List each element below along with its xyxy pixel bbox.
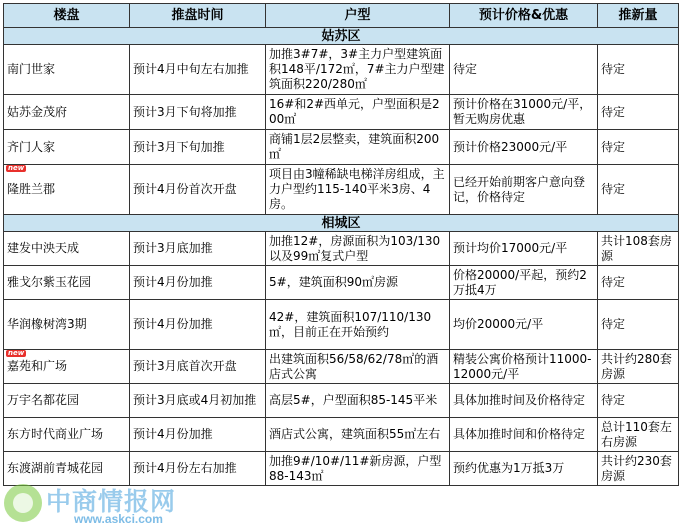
price-cell	[450, 350, 598, 384]
supply-cell-text: 待定	[601, 393, 626, 407]
supply-cell	[598, 452, 679, 486]
unit-type-cell-text: 加推12#，房源面积为103/130以及99㎡复式户型	[269, 233, 441, 263]
price-cell-text: 精装公寓价格预计11000-12000元/平	[453, 351, 592, 381]
project-name-cell	[4, 350, 130, 384]
unit-type-cell	[266, 130, 450, 165]
price-cell	[450, 300, 598, 350]
unit-type-cell-text: 商铺1层2层整卖，建筑面积200㎡	[269, 132, 440, 161]
launch-time-cell	[130, 266, 266, 300]
launch-time-cell-text: 预计4月份首次开盘	[133, 182, 237, 196]
unit-type-cell	[266, 232, 450, 266]
launch-time-cell	[130, 350, 266, 384]
launch-time-cell	[130, 165, 266, 215]
project-name-cell-text: 东渡湖前青城花园	[7, 461, 104, 475]
supply-cell	[598, 45, 679, 95]
housing-table	[3, 3, 679, 486]
price-cell	[450, 95, 598, 130]
project-name-cell	[4, 45, 130, 95]
header-row	[4, 4, 679, 28]
price-cell-text: 已经开始前期客户意向登记，价格待定	[453, 174, 586, 204]
launch-time-cell-text: 预计3月底或4月初加推	[133, 393, 257, 407]
price-cell-text: 预计均价17000元/平	[453, 241, 568, 255]
unit-type-cell	[266, 95, 450, 130]
unit-type-cell	[266, 45, 450, 95]
table-row	[4, 452, 679, 486]
table-row	[4, 266, 679, 300]
project-name-cell-text: 东方时代商业广场	[7, 427, 104, 441]
project-name-cell	[4, 300, 130, 350]
launch-time-cell-text: 预计4月份加推	[133, 427, 213, 441]
askci-logo-icon	[4, 484, 42, 522]
unit-type-cell	[266, 418, 450, 452]
supply-cell-text: 待定	[601, 104, 626, 119]
launch-time-cell	[130, 130, 266, 165]
unit-type-cell	[266, 266, 450, 300]
price-cell-text: 具体加推时间及价格待定	[453, 393, 586, 407]
section-row	[4, 215, 679, 232]
section-title: 相城区	[4, 215, 679, 232]
price-cell-text: 均价20000元/平	[453, 317, 544, 331]
unit-type-cell	[266, 165, 450, 215]
supply-cell-text: 待定	[601, 182, 626, 196]
launch-time-cell	[130, 95, 266, 130]
unit-type-cell-text: 加推3#7#，3#主力户型建筑面积148平/172㎡，7#主力户型建筑面积220/280㎡	[269, 47, 445, 91]
launch-time-cell	[130, 452, 266, 486]
project-name-cell	[4, 266, 130, 300]
unit-type-cell	[266, 384, 450, 418]
header-launch-time: 推盘时间	[130, 4, 266, 28]
table-row	[4, 45, 679, 95]
price-cell	[450, 130, 598, 165]
new-badge: new	[8, 164, 25, 172]
supply-cell-text: 待定	[601, 275, 626, 289]
project-name-cell	[4, 232, 130, 266]
housing-table-container	[3, 3, 679, 486]
project-name-cell	[4, 418, 130, 452]
launch-time-cell	[130, 232, 266, 266]
supply-cell-text: 待定	[601, 139, 626, 154]
launch-time-cell-text: 预计4月份加推	[133, 317, 213, 331]
table-row	[4, 350, 679, 384]
unit-type-cell-text: 酒店式公寓，建筑面积55㎡左右	[269, 427, 441, 441]
price-cell	[450, 165, 598, 215]
unit-type-cell-text: 42#，建筑面积107/110/130㎡，目前正在开始预约	[269, 309, 432, 339]
unit-type-cell-text: 5#，建筑面积90㎡房源	[269, 275, 398, 289]
launch-time-cell	[130, 45, 266, 95]
project-name-cell-text: 万宇名都花园	[7, 393, 80, 407]
project-name-cell	[4, 384, 130, 418]
launch-time-cell-text: 预计4月中旬左右加推	[133, 62, 249, 76]
supply-cell-text: 待定	[601, 62, 626, 76]
supply-cell	[598, 418, 679, 452]
project-name-cell	[4, 165, 130, 215]
project-name-cell	[4, 95, 130, 130]
table-row	[4, 232, 679, 266]
project-name-cell-text: 建发中泱天成	[7, 241, 80, 255]
price-cell-text: 具体加推时间和价格待定	[453, 427, 586, 441]
table-row	[4, 418, 679, 452]
launch-time-cell-text: 预计3月下旬加推	[133, 139, 225, 154]
table-row	[4, 130, 679, 165]
table-body	[4, 28, 679, 486]
unit-type-cell-text: 16#和2#西单元，户型面积是200㎡	[269, 97, 440, 126]
launch-time-cell-text: 预计3月底加推	[133, 241, 213, 255]
unit-type-cell-text: 项目由3幢稀缺电梯洋房组成，主力户型约115-140平米3房、4房。	[269, 167, 445, 211]
project-name-cell-text: 南门世家	[7, 62, 56, 76]
price-cell-text: 预约优惠为1万抵3万	[453, 461, 565, 475]
supply-cell	[598, 130, 679, 165]
section-title: 姑苏区	[4, 28, 679, 45]
launch-time-cell-text: 预计3月下旬将加推	[133, 104, 237, 119]
table-row	[4, 165, 679, 215]
supply-cell	[598, 300, 679, 350]
price-cell	[450, 384, 598, 418]
new-badge: new	[8, 349, 25, 357]
price-cell-text: 预计价格在31000元/平，暂无购房优惠	[453, 97, 592, 126]
supply-cell	[598, 165, 679, 215]
project-name-cell-text: 雅戈尔紫玉花园	[7, 275, 92, 289]
header-project: 楼盘	[4, 4, 130, 28]
unit-type-cell	[266, 350, 450, 384]
header-price-discount: 预计价格&优惠	[450, 4, 598, 28]
price-cell	[450, 266, 598, 300]
price-cell-text: 价格20000/平起，预约2万抵4万	[453, 267, 587, 297]
unit-type-cell	[266, 452, 450, 486]
launch-time-cell-text: 预计3月底首次开盘	[133, 359, 237, 373]
launch-time-cell	[130, 384, 266, 418]
price-cell-text: 预计价格23000元/平	[453, 139, 568, 154]
supply-cell-text: 共计约230套房源	[601, 453, 672, 483]
unit-type-cell-text: 出建筑面积56/58/62/78㎡的酒店式公寓	[269, 351, 439, 381]
supply-cell-text: 共计108套房源	[601, 233, 672, 263]
watermark-url: www.askci.com	[74, 512, 163, 526]
watermark-name: 中商情报网	[46, 488, 177, 516]
unit-type-cell	[266, 300, 450, 350]
launch-time-cell	[130, 418, 266, 452]
project-name-cell	[4, 452, 130, 486]
table-row	[4, 95, 679, 130]
header-unit-type: 户型	[266, 4, 450, 28]
supply-cell	[598, 232, 679, 266]
launch-time-cell	[130, 300, 266, 350]
table-row	[4, 384, 679, 418]
project-name-cell-text: 嘉苑和广场	[7, 359, 68, 373]
project-name-cell-text: 隆胜兰郡	[7, 182, 56, 196]
project-name-cell-text: 华润橡树湾3期	[7, 317, 87, 331]
price-cell	[450, 45, 598, 95]
section-row	[4, 28, 679, 45]
price-cell-text: 待定	[453, 62, 478, 76]
supply-cell	[598, 350, 679, 384]
supply-cell	[598, 266, 679, 300]
project-name-cell	[4, 130, 130, 165]
project-name-cell-text: 齐门人家	[7, 139, 56, 154]
supply-cell-text: 共计约280套房源	[601, 351, 672, 381]
table-row	[4, 300, 679, 350]
price-cell	[450, 232, 598, 266]
price-cell	[450, 418, 598, 452]
supply-cell-text: 待定	[601, 317, 626, 331]
supply-cell	[598, 95, 679, 130]
price-cell	[450, 452, 598, 486]
unit-type-cell-text: 高层5#，户型面积85-145平米	[269, 393, 438, 407]
header-new-supply: 推新量	[598, 4, 679, 28]
launch-time-cell-text: 预计4月份加推	[133, 275, 213, 289]
unit-type-cell-text: 加推9#/10#/11#新房源，户型88-143㎡	[269, 453, 442, 483]
supply-cell	[598, 384, 679, 418]
launch-time-cell-text: 预计4月份左右加推	[133, 461, 237, 475]
project-name-cell-text: 姑苏金茂府	[7, 104, 68, 119]
supply-cell-text: 总计110套左右房源	[601, 419, 672, 449]
